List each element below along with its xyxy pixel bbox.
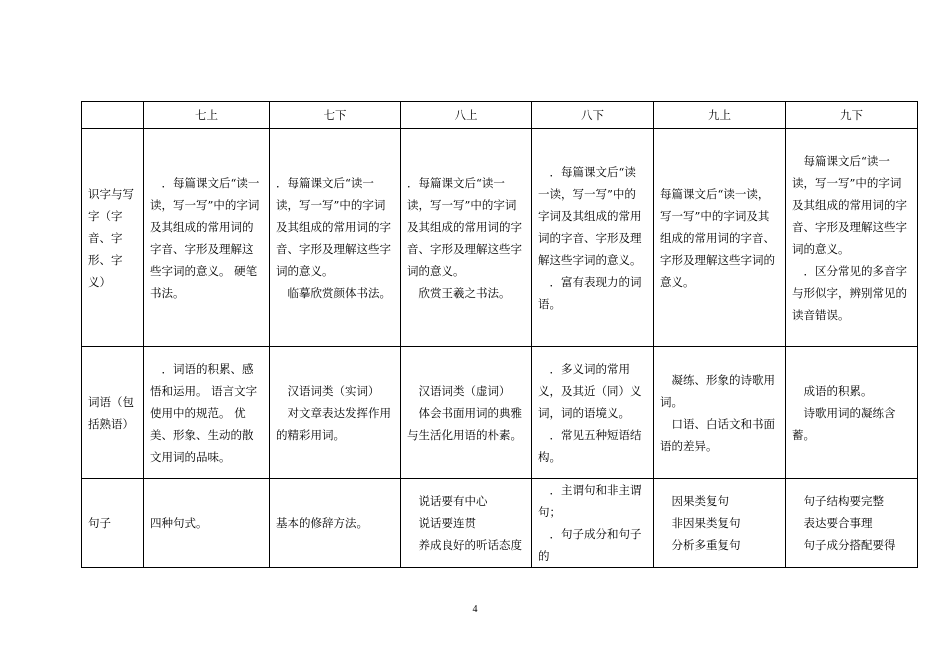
- table-row: [82, 347, 918, 479]
- cell-paragraph: 因果类复句: [671, 494, 729, 508]
- table-cell: [270, 347, 401, 479]
- header-row: [82, 102, 918, 129]
- table-cell: [654, 347, 786, 479]
- cell-paragraph: 表达要合事理: [803, 516, 873, 530]
- table-cell: [401, 347, 532, 479]
- cell-paragraph: 基本的修辞方法。: [276, 516, 368, 530]
- cell-paragraph: 临摹欣赏颜体书法。: [287, 285, 391, 300]
- table-cell: [144, 129, 270, 347]
- cell-paragraph: 句子成分搭配要得: [803, 538, 896, 552]
- cell-paragraph: 汉语词类（实词）: [287, 383, 380, 398]
- table-cell: [270, 479, 401, 568]
- table-row: [82, 479, 918, 568]
- cell-paragraph: ．多义词的常用义，及其近（同）义词，词的语境义。: [538, 361, 642, 420]
- table-cell: [532, 479, 654, 568]
- table-cell: [786, 479, 918, 568]
- header-grade-7b: 七下: [270, 102, 401, 129]
- cell-paragraph: ．每篇课文后“读一读，写一写”中的字词及其组成的常用词的字音、字形及理解这些字词的意义。: [276, 175, 391, 278]
- cell-paragraph: ．富有表现力的词语。: [538, 274, 642, 311]
- cell-paragraph: ．常见五种短语结构。: [538, 427, 642, 464]
- header-grade-8b: 八下: [532, 102, 654, 129]
- cell-paragraph: 养成良好的听话态度: [418, 538, 522, 552]
- table-cell: [654, 129, 786, 347]
- table-cell: [532, 347, 654, 479]
- table-cell: [144, 479, 270, 568]
- cell-paragraph: 非因果类复句: [671, 516, 741, 530]
- table-cell: [786, 347, 918, 479]
- cell-paragraph: 成语的积累。: [803, 383, 873, 398]
- cell-paragraph: 每篇课文后“读一读，写一写”中的字词及其组成的常用词的字音、字形及理解这些字词的意义。: [792, 153, 907, 256]
- cell-paragraph: 对文章表达发挥作用的精彩用词。: [276, 405, 391, 442]
- table-cell: [270, 129, 401, 347]
- cell-paragraph: 每篇课文后“读一读，写一写”中的字词及其组成的常用词的字音、字形及理解这些字词的意义。: [660, 186, 775, 289]
- cell-paragraph: 欣赏王羲之书法。: [418, 285, 511, 300]
- cell-paragraph: ．区分常见的多音字与形似字，辨别常见的读音错误。: [792, 263, 907, 322]
- row-category-vocabulary: 词语（包括熟语）: [82, 347, 144, 479]
- cell-paragraph: ．每篇课文后“读一读，写一写”中的字词及其组成的常用词的字音、字形及理解这些字词的意义。: [407, 175, 522, 278]
- cell-paragraph: ．每篇课文后“读一读，写一写”中的字词及其组成的常用词的字音、字形及理解这些字词的意义。: [538, 164, 642, 267]
- cell-paragraph: ．词语的积累、感悟和运用。 语言文字使用中的规范。 优美、形象、生动的散文用词的品味。: [150, 361, 258, 464]
- row-category-sentence: 句子: [82, 479, 144, 568]
- cell-paragraph: 汉语词类（虚词）: [418, 383, 511, 398]
- table-cell: [401, 129, 532, 347]
- table-cell: [786, 129, 918, 347]
- header-grade-9b: 九下: [786, 102, 918, 129]
- header-grade-8a: 八上: [401, 102, 532, 129]
- row-category-literacy: 识字与写字（字音、字形、字义）: [82, 129, 144, 347]
- cell-paragraph: 诗歌用词的凝练含蓄。: [792, 405, 896, 442]
- cell-paragraph: ．每篇课文后“读一读，写一写”中的字词及其组成的常用词的字音、字形及理解这些字词的意义。 硬笔书法。: [150, 175, 260, 300]
- header-grade-7a: 七上: [144, 102, 270, 129]
- cell-paragraph: 分析多重复句: [671, 538, 741, 552]
- cell-paragraph: ．主谓句和非主谓句；: [538, 483, 642, 519]
- header-grade-9a: 九上: [654, 102, 786, 129]
- page-number: 4: [472, 604, 478, 615]
- table-cell: [144, 347, 270, 479]
- table-cell: [532, 129, 654, 347]
- cell-paragraph: 说话要连贯: [418, 516, 476, 530]
- table-cell: [654, 479, 786, 568]
- table-cell: [401, 479, 532, 568]
- curriculum-table: [81, 101, 918, 568]
- cell-paragraph: ．句子成分和句子的: [538, 527, 642, 563]
- cell-paragraph: 说话要有中心: [418, 494, 488, 508]
- cell-paragraph: 体会书面用词的典雅与生活化用语的朴素。: [407, 405, 522, 442]
- table-row: [82, 129, 918, 347]
- cell-paragraph: 凝练、形象的诗歌用词。: [660, 372, 775, 409]
- cell-paragraph: 口语、白话文和书面语的差异。: [660, 416, 775, 453]
- header-cell-blank: [82, 102, 144, 129]
- cell-paragraph: 四种句式。: [150, 516, 208, 530]
- cell-paragraph: 句子结构要完整: [803, 494, 884, 508]
